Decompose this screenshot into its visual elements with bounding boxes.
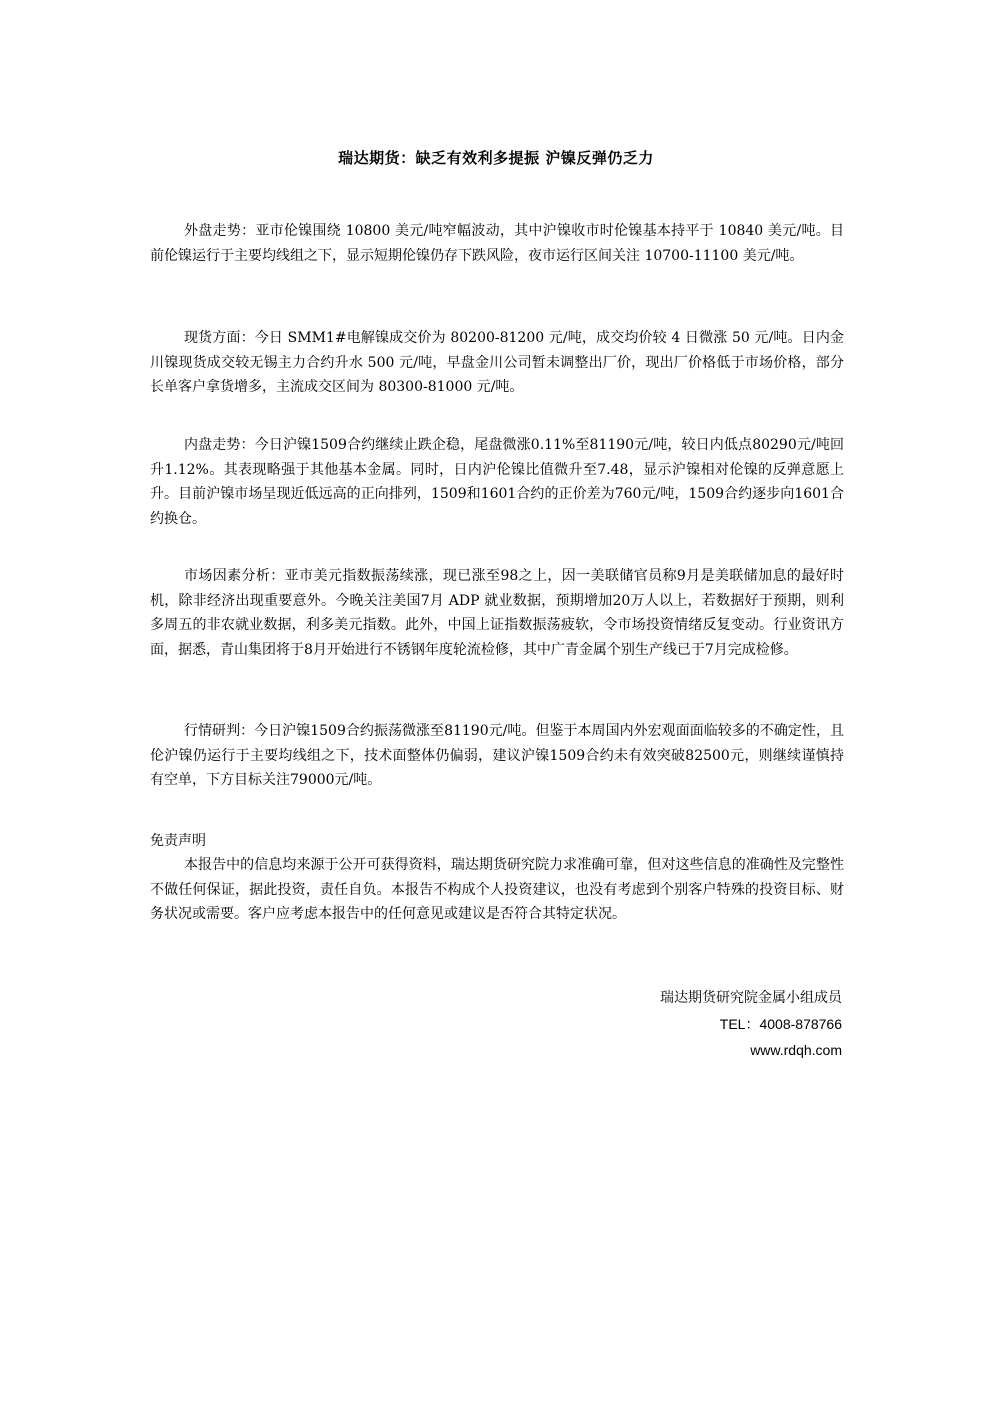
disclaimer-heading: 免责声明 — [150, 833, 206, 849]
page-title: 瑞达期货：缺乏有效利多提振 沪镍反弹仍乏力 — [338, 149, 654, 167]
paragraph-market-factors: 市场因素分析：亚市美元指数振荡续涨，现已涨至98之上，因一美联储官员称9月是美联储加息的最好时机，除非经济出现重要意外。今晚关注美国7月 ADP 就业数据，预期增加20万人以上，若数据好于预期，则利多周五的非农就业数据，利多美元指数。此外，中国上证指数振荡疲软，令市场投资情绪反复变动。行业资讯方面，据悉，青山集团将于8月开始进行不锈钢年度轮流检修，其中广青金属个别生产线已于7月完成检修。 — [150, 568, 844, 658]
disclaimer-body: 本报告中的信息均来源于公开可获得资料，瑞达期货研究院力求准确可靠，但对这些信息的准确性及完整性不做任何保证，据此投资，责任自负。本报告不构成个人投资建议，也没有考虑到个别客户特殊的投资目标、财务状况或需要。客户应考虑本报告中的任何意见或建议是否符合其特定状况。 — [150, 857, 844, 922]
paragraph-outlook: 行情研判：今日沪镍1509合约振荡微涨至81190元/吨。但鉴于本周国内外宏观面面临较多的不确定性，且伦沪镍仍运行于主要均线组之下，技术面整体仍偏弱，建议沪镍1509合约未有效突破82500元，则继续谨慎持有空单，下方目标关注79000元/吨。 — [150, 723, 844, 788]
signature-website: www.rdqh.com — [750, 1042, 842, 1058]
paragraph-outer-market: 外盘走势：亚市伦镍围绕 10800 美元/吨窄幅波动，其中沪镍收市时伦镍基本持平于 10840 美元/吨。目前伦镍运行于主要均线组之下，显示短期伦镍仍存下跌风险，夜市运行区间关注 10700-11100 美元/吨。 — [150, 223, 844, 264]
signature-team: 瑞达期货研究院金属小组成员 — [660, 990, 842, 1006]
paragraph-inner-market: 内盘走势：今日沪镍1509合约继续止跌企稳，尾盘微涨0.11%至81190元/吨，较日内低点80290元/吨回升1.12%。其表现略强于其他基本金属。同时，日内沪伦镍比值微升至7.48，显示沪镍相对伦镍的反弹意愿上升。目前沪镍市场呈现近低远高的正向排列，1509和1601合约的正价差为760元/吨，1509合约逐步向1601合约换仓。 — [150, 437, 844, 527]
signature-tel: TEL：4008-878766 — [719, 1016, 842, 1032]
paragraph-spot-market: 现货方面：今日 SMM1#电解镍成交价为 80200-81200 元/吨，成交均价较 4 日微涨 50 元/吨。日内金川镍现货成交较无锡主力合约升水 500 元/吨，早盘金川公司暂未调整出厂价，现出厂价格低于市场价格，部分长单客户拿货增多，主流成交区间为 80300-81000 元/吨。 — [150, 330, 844, 395]
